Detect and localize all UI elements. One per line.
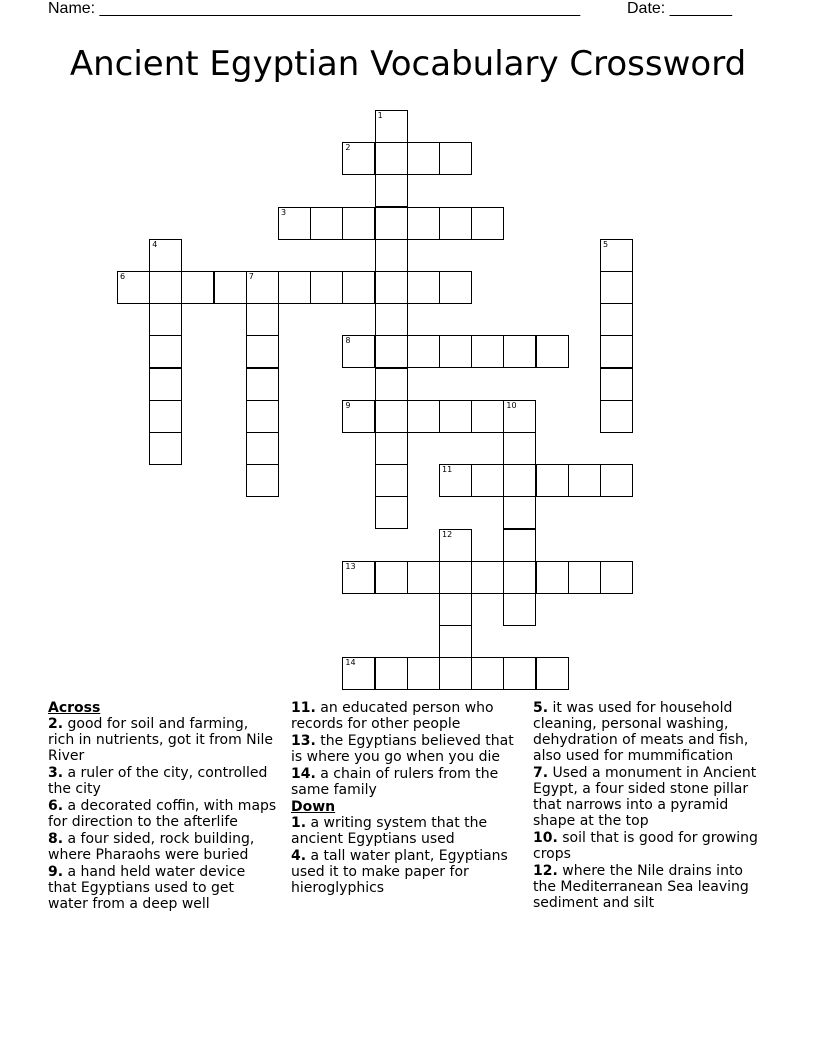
grid-cell[interactable]: [375, 496, 408, 529]
clue-item: [48, 716, 278, 764]
clue-item: [533, 765, 768, 829]
grid-cell[interactable]: [600, 561, 633, 594]
grid-cell[interactable]: [407, 335, 440, 368]
grid-cell[interactable]: [375, 335, 408, 368]
clue-number: 2: [345, 143, 351, 153]
grid-cell[interactable]: [246, 464, 279, 497]
across-clue-list-continued: [291, 700, 529, 798]
clue-number: 10: [506, 400, 517, 410]
clue-item-number: 7.: [533, 765, 549, 781]
grid-cell[interactable]: [375, 239, 408, 272]
clue-item-number: 1.: [291, 815, 307, 831]
grid-cell[interactable]: [600, 335, 633, 368]
grid-cell[interactable]: [600, 368, 633, 401]
grid-cell[interactable]: [181, 271, 214, 304]
grid-cell[interactable]: [342, 561, 375, 594]
grid-cell[interactable]: [407, 142, 440, 175]
grid-cell[interactable]: [439, 142, 472, 175]
grid-cell[interactable]: [439, 400, 472, 433]
clue-number: 6: [120, 272, 126, 281]
clue-item-number: 10.: [533, 830, 558, 846]
grid-cell[interactable]: [471, 657, 504, 690]
clue-item: [291, 733, 529, 765]
clue-item-text: soil that is good for growing crops: [533, 830, 758, 862]
grid-cell[interactable]: [503, 400, 536, 433]
grid-cell[interactable]: [536, 335, 569, 368]
grid-cell[interactable]: [439, 271, 472, 304]
grid-cell[interactable]: [600, 239, 633, 272]
page-title: Ancient Egyptian Vocabulary Crossword: [69, 44, 747, 84]
down-heading: Down: [291, 799, 336, 815]
grid-cell[interactable]: [375, 271, 408, 304]
clue-item-text: a four sided, rock building, where Pharaohs were buried: [48, 831, 255, 863]
clue-item-text: a tall water plant, Egyptians used it to make paper for hieroglyphics: [291, 848, 508, 896]
grid-cell[interactable]: [149, 335, 182, 368]
grid-cell[interactable]: [471, 464, 504, 497]
grid-cell[interactable]: [503, 529, 536, 562]
grid-cell[interactable]: [439, 593, 472, 626]
grid-cell[interactable]: [407, 561, 440, 594]
grid-cell[interactable]: [503, 464, 536, 497]
grid-cell[interactable]: [407, 271, 440, 304]
clue-item: [291, 766, 529, 798]
grid-cell[interactable]: [439, 335, 472, 368]
grid-cell[interactable]: [149, 400, 182, 433]
grid-cell[interactable]: [375, 464, 408, 497]
grid-cell[interactable]: [342, 335, 375, 368]
clue-item-text: a writing system that the ancient Egyptians used: [291, 815, 488, 847]
grid-cell[interactable]: [439, 561, 472, 594]
clue-number: 7: [248, 272, 254, 281]
clues-column-2: [291, 700, 529, 897]
clue-item-text: an educated person who records for other people: [291, 700, 494, 732]
grid-cell[interactable]: [568, 464, 601, 497]
clue-item: [48, 864, 278, 912]
clue-number: 9: [345, 400, 351, 410]
grid-cell[interactable]: [536, 657, 569, 690]
grid-cell[interactable]: [375, 207, 408, 240]
grid-cell[interactable]: [471, 335, 504, 368]
grid-cell[interactable]: [439, 464, 472, 497]
clue-item-number: 13.: [291, 733, 316, 749]
clues-column-1: [48, 700, 278, 913]
grid-cell[interactable]: [375, 400, 408, 433]
grid-cell[interactable]: [503, 593, 536, 626]
grid-cell[interactable]: [375, 657, 408, 690]
grid-cell[interactable]: [375, 432, 408, 465]
grid-cell[interactable]: [342, 207, 375, 240]
across-heading: Across: [48, 700, 101, 716]
grid-cell[interactable]: [600, 271, 633, 304]
grid-cell[interactable]: [342, 142, 375, 175]
down-clue-list: [291, 815, 529, 896]
grid-cell[interactable]: [278, 207, 311, 240]
clues-column-3: [533, 700, 768, 912]
clue-item-text: a hand held water device that Egyptians used to get water from a deep well: [48, 864, 246, 912]
clue-number: 8: [345, 336, 351, 346]
grid-cell[interactable]: [246, 432, 279, 465]
clue-number: 12: [442, 529, 453, 539]
clue-item-number: 12.: [533, 863, 558, 879]
clue-item-number: 4.: [291, 848, 307, 864]
clue-item: [291, 815, 529, 847]
grid-cell[interactable]: [342, 271, 375, 304]
clue-number: 13: [345, 561, 356, 571]
grid-cell[interactable]: [246, 400, 279, 433]
grid-cell[interactable]: [246, 271, 279, 304]
clue-item: [291, 700, 529, 732]
grid-cell[interactable]: [439, 657, 472, 690]
grid-cell[interactable]: [149, 239, 182, 272]
grid-cell[interactable]: [471, 561, 504, 594]
clue-item-text: good for soil and farming, rich in nutrients, got it from Nile River: [48, 716, 274, 764]
clue-number: 11: [442, 465, 453, 475]
name-line[interactable]: Name: ______________________________________________________: [48, 0, 581, 17]
grid-cell[interactable]: [536, 464, 569, 497]
clue-item-text: the Egyptians believed that is where you go when you die: [291, 733, 514, 765]
grid-cell[interactable]: [375, 303, 408, 336]
clue-item-number: 5.: [533, 700, 549, 716]
clue-item-text: a chain of rulers from the same family: [291, 766, 499, 798]
grid-cell[interactable]: [439, 625, 472, 658]
clue-item: [533, 700, 768, 764]
clue-item: [533, 830, 768, 862]
grid-cell[interactable]: [503, 432, 536, 465]
clue-item: [533, 863, 768, 911]
clue-item-number: 6.: [48, 798, 64, 814]
grid-cell[interactable]: [246, 368, 279, 401]
grid-cell[interactable]: [310, 207, 343, 240]
date-line[interactable]: Date: _______: [627, 0, 732, 17]
grid-cell[interactable]: [149, 432, 182, 465]
grid-cell[interactable]: [375, 142, 408, 175]
grid-cell[interactable]: [117, 271, 150, 304]
clue-number: 4: [152, 239, 158, 249]
grid-cell[interactable]: [246, 335, 279, 368]
grid-cell[interactable]: [407, 400, 440, 433]
grid-cell[interactable]: [503, 496, 536, 529]
clue-item-number: 14.: [291, 766, 316, 782]
clue-item-number: 11.: [291, 700, 316, 716]
grid-cell[interactable]: [407, 207, 440, 240]
across-clue-list: [48, 716, 278, 912]
clue-number: 3: [281, 207, 287, 217]
clue-item-number: 2.: [48, 716, 64, 732]
grid-cell[interactable]: [439, 529, 472, 562]
grid-cell[interactable]: [600, 400, 633, 433]
grid-cell[interactable]: [342, 657, 375, 690]
grid-cell[interactable]: [246, 303, 279, 336]
grid-cell[interactable]: [149, 303, 182, 336]
clue-item-text: it was used for household cleaning, personal washing, dehydration of meats and fish, also used for mummification: [533, 700, 749, 764]
grid-cell[interactable]: [439, 207, 472, 240]
clue-item-number: 9.: [48, 864, 64, 880]
clue-item-text: Used a monument in Ancient Egypt, a four sided stone pillar that narrows into a pyramid shape at the top: [533, 765, 757, 829]
clue-item: [291, 848, 529, 896]
clue-number: 5: [603, 239, 609, 249]
grid-cell[interactable]: [214, 271, 247, 304]
clue-number: 14: [345, 658, 356, 668]
grid-cell[interactable]: [278, 271, 311, 304]
grid-cell[interactable]: [149, 368, 182, 401]
grid-cell[interactable]: [568, 561, 601, 594]
grid-cell[interactable]: [375, 110, 408, 143]
grid-cell[interactable]: [503, 657, 536, 690]
grid-cell[interactable]: [471, 207, 504, 240]
grid-cell[interactable]: [310, 271, 343, 304]
grid-cell[interactable]: [536, 561, 569, 594]
clue-item: [48, 798, 278, 830]
clue-item-number: 8.: [48, 831, 64, 847]
clue-number: 1: [377, 111, 383, 120]
grid-cell[interactable]: [600, 303, 633, 336]
grid-cell[interactable]: [375, 174, 408, 207]
clue-item-text: a decorated coffin, with maps for direction to the afterlife: [48, 798, 277, 830]
grid-cell[interactable]: [342, 400, 375, 433]
clue-item: [48, 765, 278, 797]
grid-cell[interactable]: [149, 271, 182, 304]
grid-cell[interactable]: [503, 335, 536, 368]
grid-cell[interactable]: [407, 657, 440, 690]
grid-cell[interactable]: [375, 561, 408, 594]
clue-item-text: a ruler of the city, controlled the city: [48, 765, 268, 797]
down-clue-list-continued: [533, 700, 768, 911]
clue-item-number: 3.: [48, 765, 64, 781]
grid-cell[interactable]: [503, 561, 536, 594]
grid-cell[interactable]: [471, 400, 504, 433]
clue-item-text: where the Nile drains into the Mediterranean Sea leaving sediment and silt: [533, 863, 749, 911]
clue-item: [48, 831, 278, 863]
grid-cell[interactable]: [600, 464, 633, 497]
grid-cell[interactable]: [375, 368, 408, 401]
